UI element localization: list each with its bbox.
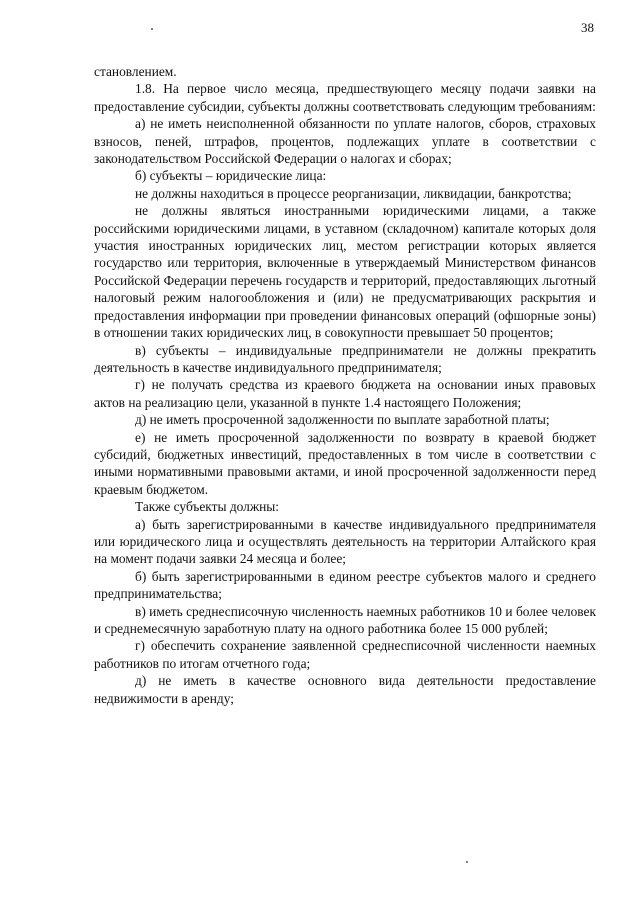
paragraph-no-foreign-entities: не должны являться иностранными юридическими лицами, а также российскими юридическими лицами, в уставном (складочном) капитале которых доля участия иностранных юридических лиц, местом регистрации которых является государство или территория, включенные в утверждаемый Министерством финансов Российской Федерации перечень государств и территорий, предоставляющих льготный налоговый режим налогообложения и (или) не предусматривающих раскрытия и предоставления информации при проведении финансовых операций (офшорные зоны) в отношении таких юридических лиц, в совокупности превышает 50 процентов; — [94, 203, 596, 341]
paragraph-item-g-budget-funds: г) не получать средства из краевого бюджета на основании иных правовых актов на реализацию цели, указанной в пункте 1.4 настоящего Положения; — [94, 377, 596, 410]
paragraph-req-g-keep-headcount: г) обеспечить сохранение заявленной среднесписочной численности наемных работников по итогам отчетного года; — [94, 638, 596, 671]
paragraph-clause-1-8: 1.8. На первое число месяца, предшествующего месяцу подачи заявки на предоставление субсидии, субъекты должны соответствовать следующим требованиям: — [94, 81, 596, 114]
paragraph-item-a-taxes: а) не иметь неисполненной обязанности по уплате налогов, сборов, страховых взносов, пеней, штрафов, процентов, подлежащих уплате в соответствии с законодательством Российской Федерации о налогах и сборах; — [94, 116, 596, 167]
paragraph-continuation: становлением. — [94, 64, 177, 79]
paragraph-item-e-budget-debt: е) не иметь просроченной задолженности по возврату в краевой бюджет субсидий, бюджетных инвестиций, предоставленных в том числе в соответствии с иными нормативными правовыми актами, и иной просроченной задолженности перед краевым бюджетом. — [94, 429, 596, 497]
paragraph-req-d-no-rental: д) не иметь в качестве основного вида деятельности предоставление недвижимости в аренду; — [94, 673, 596, 706]
paragraph-item-v-entrepreneurs: в) субъекты – индивидуальные предприниматели не должны прекратить деятельность в качестве индивидуального предпринимателя; — [94, 342, 596, 375]
paragraph-req-a-registration: а) быть зарегистрированными в качестве индивидуального предпринимателя или юридического лица и осуществлять деятельность на территории Алтайского края на момент подачи заявки 24 месяца и более; — [94, 516, 596, 567]
scan-speck — [151, 28, 153, 30]
paragraph-item-d-salary-debt: д) не иметь просроченной задолженности по выплате заработной платы; — [135, 412, 550, 428]
paragraph-also-must: Также субъекты должны: — [135, 499, 279, 515]
paragraph-no-reorganization: не должны находиться в процессе реорганизации, ликвидации, банкротства; — [135, 185, 572, 201]
paragraph-req-v-employees: в) иметь среднесписочную численность наемных работников 10 и более человек и среднемесячную заработную плату на одного работника более 15 000 рублей; — [94, 603, 596, 636]
document-body — [94, 63, 596, 707]
paragraph-item-b-legal-entities: б) субъекты – юридические лица: — [135, 168, 327, 184]
paragraph-req-b-registry: б) быть зарегистрированными в едином реестре субъектов малого и среднего предпринимательства; — [94, 568, 596, 602]
scan-speck — [466, 861, 468, 863]
page-number: 38 — [581, 20, 594, 35]
